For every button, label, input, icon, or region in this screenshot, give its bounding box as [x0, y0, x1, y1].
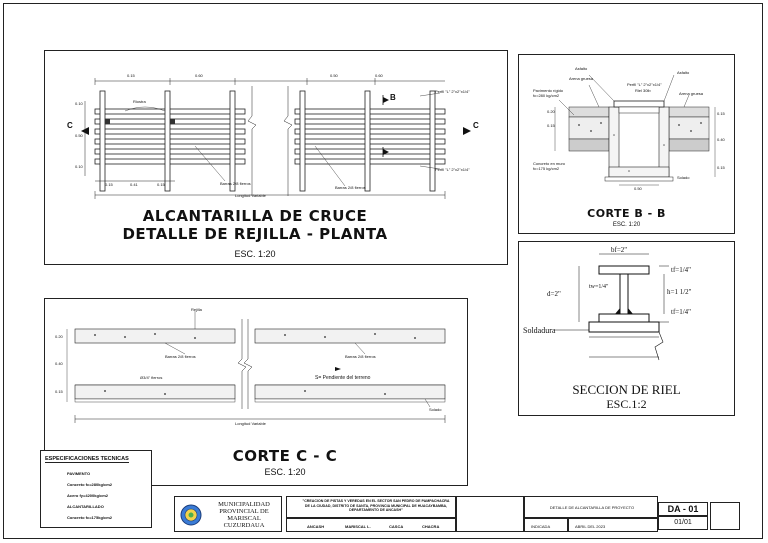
specs-title: ESPECIFICACIONES TECNICAS: [45, 456, 129, 462]
plan-dim-top-1: 0.15: [127, 73, 135, 78]
rail-scale: ESC.1:2: [606, 397, 647, 411]
bb-scale: ESC. 1:20: [612, 222, 641, 228]
title-block-signatures: [456, 496, 524, 532]
rail-section-drawing: [519, 242, 734, 372]
bb-label-concreto-fc: fc=175 kg/cm2: [533, 166, 560, 171]
plan-label-perfil-top: Perfil "L" 2"x2"x1/4": [435, 89, 470, 94]
tb-date: ABRIL DEL 2023: [575, 524, 606, 529]
specs-item-3: Acero fy=4200kg/cm2: [67, 493, 109, 498]
specs-item-5: Concreto fc=175kg/cm2: [67, 515, 113, 520]
rail-section-panel: [518, 241, 735, 416]
tb-project-text: "CREACION DE PISTAS Y VEREDAS EN EL SECTOR SAN PEDRO DE PAMPACHACRA DE LA CIUDAD, DISTRITO DE SANTA, PROVINCIA MUNICIPAL DE HUACAYBAMBA, DEPARTAMENTO DE ANCASH": [302, 499, 450, 512]
plan-label-riostra: Riostra: [133, 99, 146, 104]
rail-soldadura: Soldadura: [523, 326, 556, 335]
rail-d: d=2": [547, 290, 561, 298]
tb-plan-code: DA - 01: [667, 504, 699, 514]
bb-label-concreto: Concreto en muro: [533, 161, 566, 166]
title-block-code: [658, 502, 708, 516]
specs-item-4: ALCANTARILLADO: [67, 504, 104, 509]
cc-label-length: Longitud Variable: [235, 421, 266, 426]
bb-dim-5: 0.50: [634, 186, 642, 191]
tb-muni-line3: MARISCAL: [227, 515, 261, 522]
cc-label-barras-2: Barras 2/8 fierros: [345, 354, 376, 359]
plan-scale: ESC. 1:20: [234, 249, 276, 259]
title-block-project: [286, 496, 456, 518]
bb-label-pavimento-fc: fc=280 kg/cm2: [533, 93, 560, 98]
plan-dim-top-2: 0.60: [195, 73, 203, 78]
section-cc-drawing: [45, 299, 467, 429]
plan-dim-bottom-1: 0.15: [105, 182, 113, 187]
tb-muni-line4: CUZURDAUA: [223, 522, 265, 529]
tb-plan-name: DETALLE DE ALCANTARILLA DE PROYECTO: [549, 505, 635, 510]
tb-plan-sheet: 01/01: [674, 519, 692, 526]
bb-label-arena-right: Arena gruesa: [679, 91, 704, 96]
cc-label-acero: Ø3/4" fierros: [140, 375, 163, 380]
bb-dim-3: 0.40: [717, 137, 725, 142]
tb-scale: INDICADA: [531, 524, 551, 529]
plan-drawing: [45, 51, 507, 201]
bb-label-asfalto-right: Asfalto: [677, 70, 690, 75]
plan-panel: [44, 50, 508, 265]
bb-dim-1: 0.20: [547, 109, 555, 114]
rail-tf-bottom: tf=1/4": [671, 308, 692, 316]
rail-h: h=1 1/2": [667, 288, 692, 296]
tb-province: MARISCAL L.: [345, 524, 371, 529]
cc-scale: ESC. 1:20: [264, 467, 306, 477]
cc-label-barras-1: Barras 2/8 fierros: [165, 354, 196, 359]
plan-cut-b-label: B: [390, 93, 396, 102]
rail-bf: bf=2": [611, 246, 628, 254]
plan-title-line2: DETALLE DE REJILLA - PLANTA: [122, 225, 388, 243]
bb-dim-4: 0.15: [717, 165, 725, 170]
plan-dim-left-3: 0.10: [75, 164, 83, 169]
drawing-sheet: [3, 3, 763, 539]
plan-dim-top-3: 0.50: [330, 73, 338, 78]
bb-title: CORTE B - B: [587, 207, 666, 220]
plan-dim-left-1: 0.10: [75, 101, 83, 106]
cc-dim-left-1: 0.20: [55, 334, 63, 339]
cc-label-rejilla: Rejilla: [191, 307, 202, 312]
rail-tf-top: tf=1/4": [671, 266, 692, 274]
cc-dim-left-3: 0.15: [55, 389, 63, 394]
plan-label-barras-1: Barras 2/8 fierros: [220, 181, 251, 186]
bb-label-solado: Solado: [677, 175, 690, 180]
plan-dim-left-2: 0.50: [75, 133, 83, 138]
cc-label-pendiente: S= Pendiente del terreno: [315, 375, 371, 381]
title-block-extra: [710, 502, 740, 530]
bb-label-asfalto-left: Asfalto: [575, 66, 588, 71]
tb-region: ANCASH: [307, 524, 325, 529]
title-block-plan-name: [524, 496, 658, 518]
cc-dim-left-2: 0.40: [55, 361, 63, 366]
specs-item-2: Concreto fc=280kg/cm2: [67, 482, 113, 487]
plan-dim-bottom-3: 0.15: [157, 182, 165, 187]
bb-label-arena-left: Arena gruesa: [569, 76, 594, 81]
municipal-seal-icon: [180, 504, 202, 526]
rail-tw: tw=1/4": [589, 284, 609, 290]
specs-box: [40, 450, 152, 528]
bb-label-riel: Riel 30lb: [635, 88, 651, 93]
tb-place: CHACRA: [422, 524, 440, 529]
tb-district: CASCA: [389, 524, 404, 529]
plan-label-length: Longitud Variable: [235, 193, 266, 198]
title-block-fields: [286, 518, 456, 532]
bb-label-perfil: Perfil "L" 2"x2"x1/4": [627, 82, 662, 87]
plan-cut-c-right-label: C: [473, 121, 479, 130]
plan-title-line1: ALCANTARILLA DE CRUCE: [142, 207, 368, 225]
title-block-logo: [174, 496, 282, 532]
plan-dim-top-4: 0.60: [375, 73, 383, 78]
plan-label-barras-2: Barras 2/8 fierros: [335, 185, 366, 190]
plan-dim-bottom-2: 0.41: [130, 182, 138, 187]
tb-muni-line1: MUNICIPALIDAD: [218, 501, 270, 508]
title-block-sheet: [658, 516, 708, 530]
cc-title: CORTE C - C: [232, 447, 338, 465]
tb-muni-line2: PROVINCIAL DE: [219, 508, 269, 515]
plan-label-perfil-bottom: Perfil "L" 2"x2"x1/4": [435, 167, 470, 172]
bb-dim-2: 0.15: [547, 123, 555, 128]
bb-label-pavimento: Pavimento rígido: [533, 88, 564, 93]
cc-label-solado: Solado: [429, 407, 442, 412]
plan-cut-c-left-label: C: [67, 121, 73, 130]
rail-title: SECCION DE RIEL: [572, 382, 681, 397]
section-bb-panel: [518, 54, 735, 234]
title-block-date: [568, 518, 658, 532]
bb-dim-6: 0.15: [717, 111, 725, 116]
title-block-scale: [524, 518, 568, 532]
specs-item-1: PAVIMENTO: [67, 471, 91, 476]
